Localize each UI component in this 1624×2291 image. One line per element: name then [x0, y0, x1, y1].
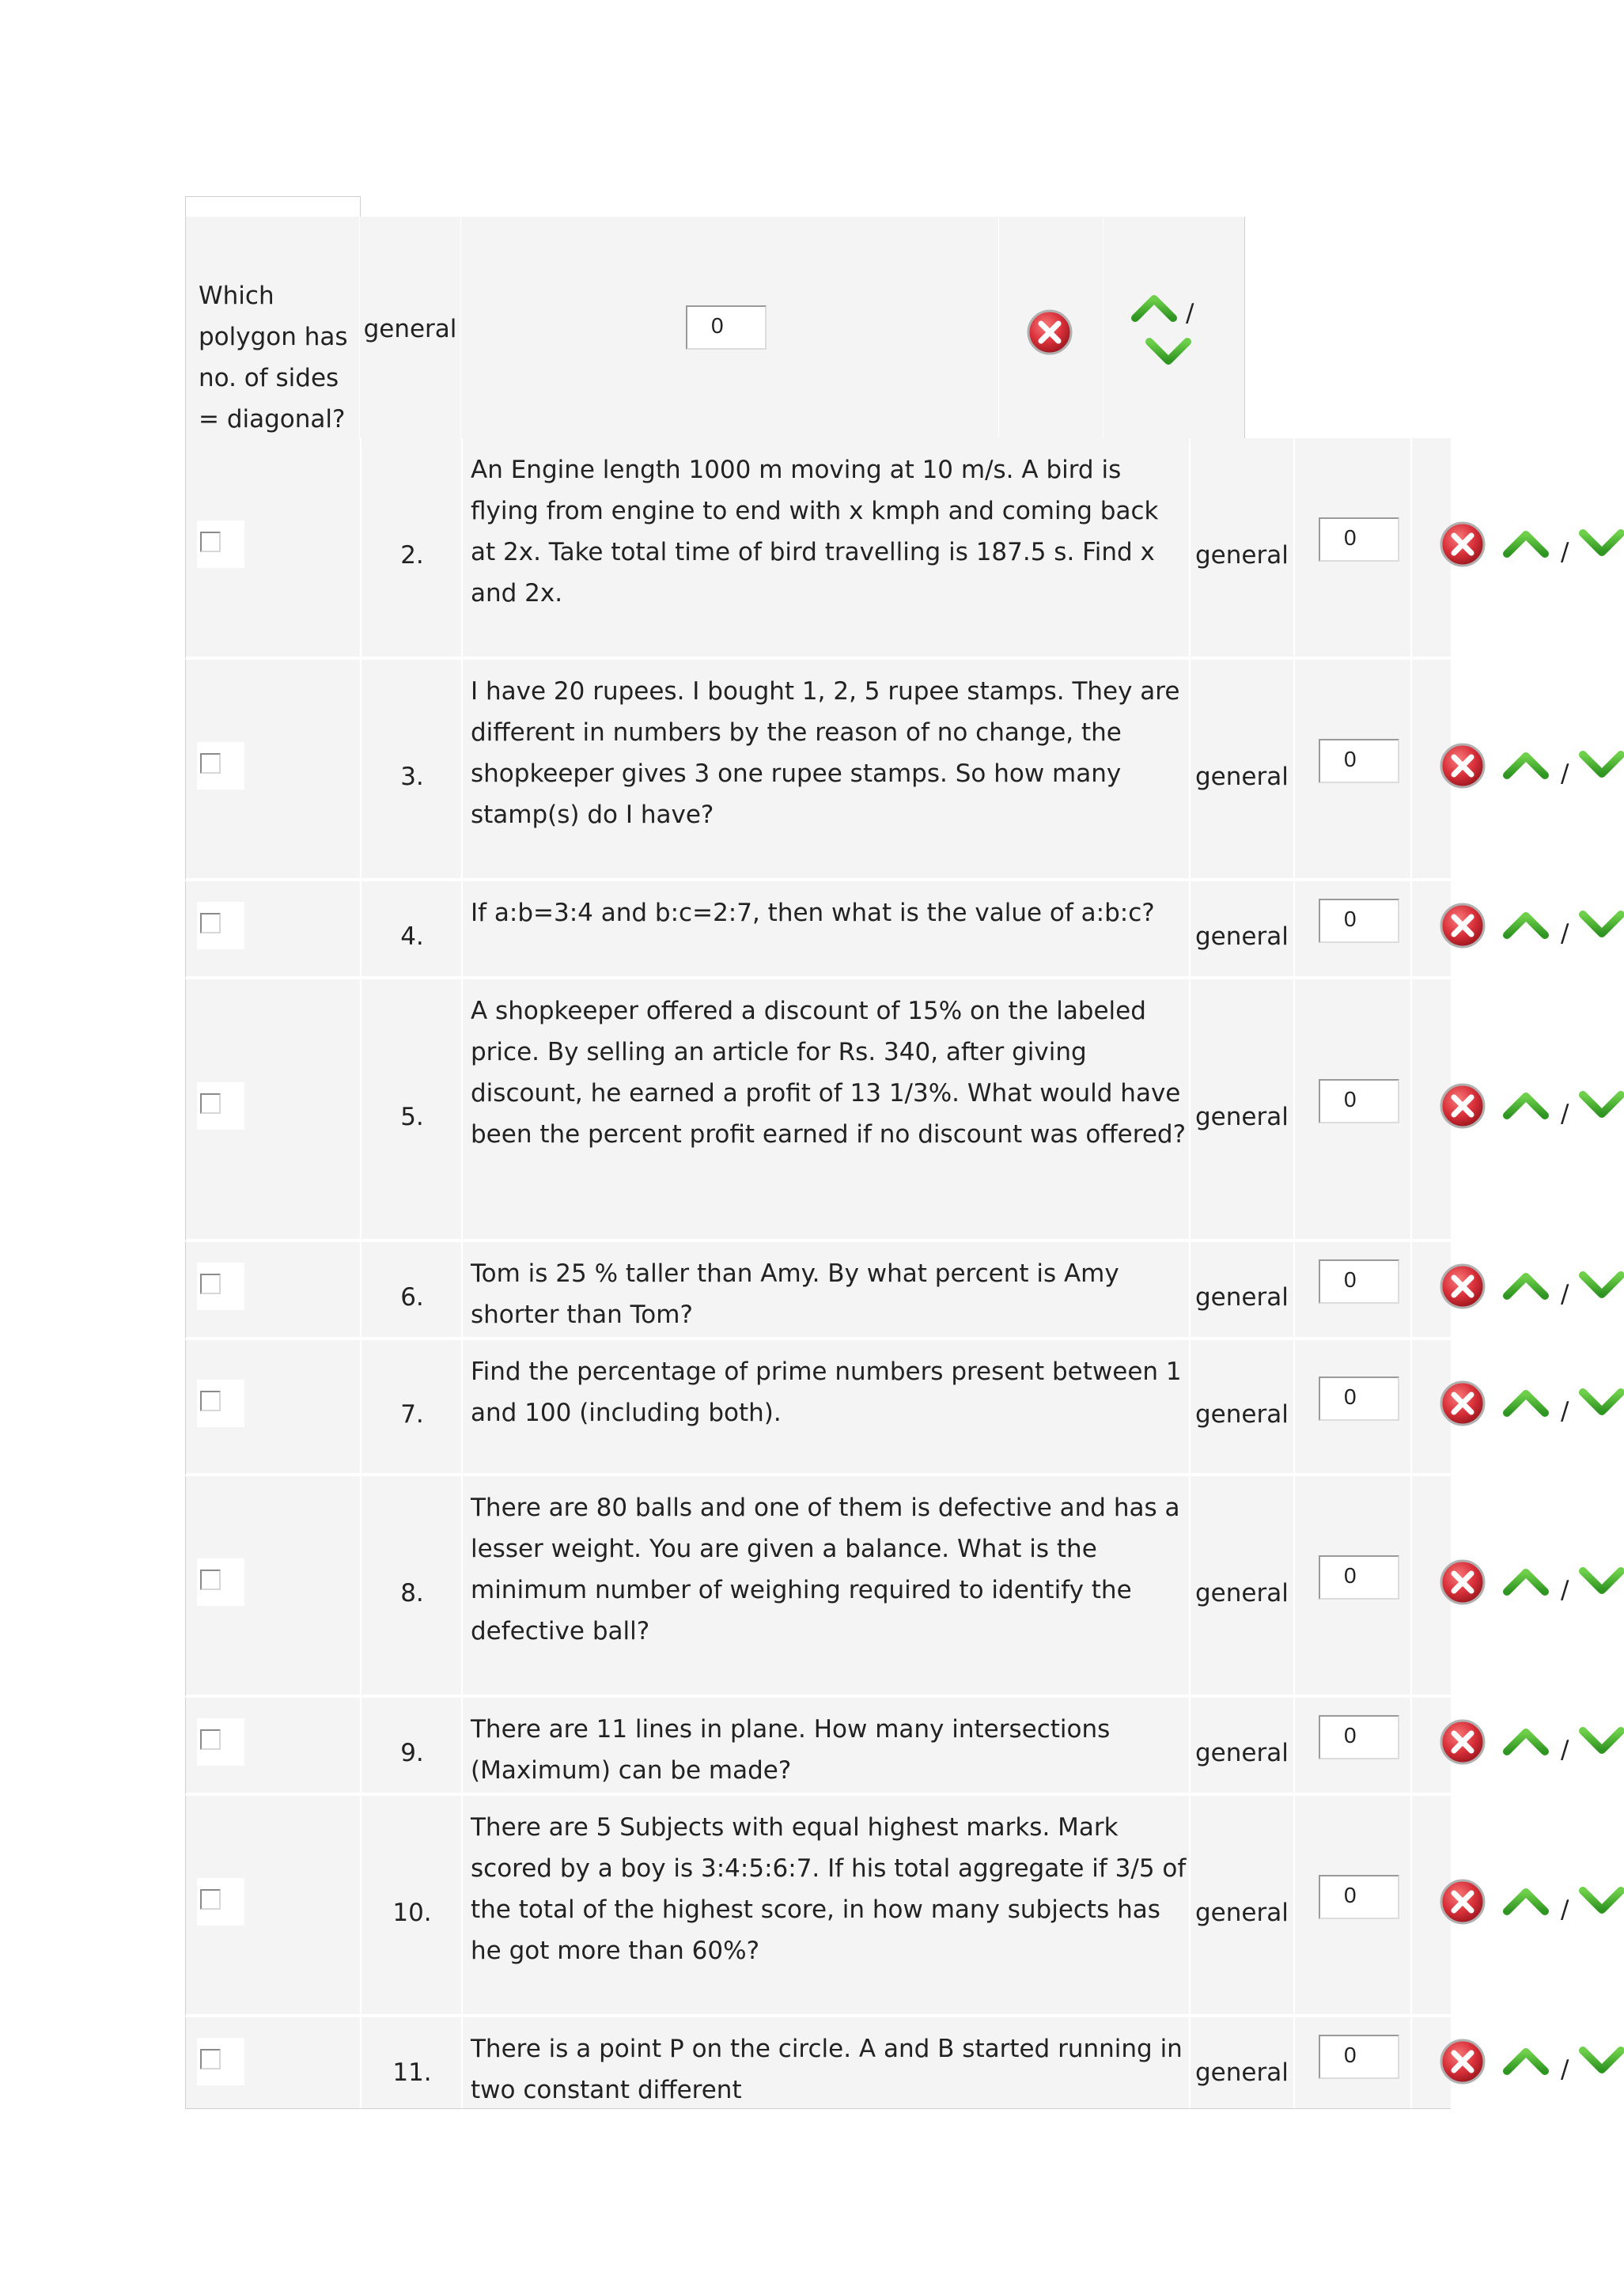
table-row — [185, 438, 1569, 660]
row-select-checkbox[interactable] — [197, 902, 244, 949]
delete-x-icon[interactable] — [1439, 742, 1486, 790]
move-up-icon[interactable] — [1504, 910, 1548, 941]
header-tab — [185, 196, 361, 217]
table-row — [185, 1242, 1569, 1340]
row-select-checkbox[interactable] — [197, 1718, 244, 1766]
category-label: general — [360, 217, 461, 438]
row-select-checkbox[interactable] — [197, 521, 244, 568]
row-select-checkbox[interactable] — [197, 742, 244, 790]
delete-x-icon[interactable] — [1439, 1380, 1486, 1427]
category-label: general — [1195, 922, 1289, 951]
move-up-icon[interactable] — [1132, 293, 1176, 324]
delete-x-icon[interactable] — [1026, 309, 1073, 356]
question-text: A shopkeeper offered a discount of 15% on the labeled price. By selling an article for Rs. 340, after giving discount, he earned a profit of 13 1/3%. What would have been the percent profit earned if no discount was offered? — [471, 997, 1187, 1149]
separator: / — [1561, 759, 1569, 788]
move-up-icon[interactable] — [1504, 528, 1548, 560]
separator: / — [1561, 1100, 1569, 1128]
table-row — [185, 660, 1569, 881]
delete-x-icon[interactable] — [1439, 1878, 1486, 1926]
score-input[interactable]: 0 — [1319, 1875, 1399, 1919]
row-number: 5. — [400, 1103, 424, 1131]
row-select-checkbox[interactable] — [197, 1082, 244, 1130]
question-text: An Engine length 1000 m moving at 10 m/s. A bird is flying from engine to end with x kmph and coming back at 2x. Take total time of bird travelling is 187.5 s. Find x and 2x. — [471, 456, 1159, 608]
score-input[interactable]: 0 — [1319, 1259, 1399, 1304]
question-table — [185, 438, 1569, 2109]
move-up-icon[interactable] — [1504, 1388, 1548, 1419]
question-text: Tom is 25 % taller than Amy. By what percent is Amy shorter than Tom? — [471, 1259, 1119, 1329]
separator: / — [1561, 538, 1569, 566]
move-up-icon[interactable] — [1504, 2046, 1548, 2077]
table-row — [185, 2017, 1569, 2109]
move-down-icon[interactable] — [1580, 1269, 1624, 1301]
move-down-icon[interactable] — [1580, 527, 1624, 559]
move-up-icon[interactable] — [1504, 750, 1548, 782]
row-number: 10. — [392, 1899, 432, 1927]
move-down-icon[interactable] — [1580, 1089, 1624, 1120]
table-row — [185, 1698, 1569, 1796]
move-up-icon[interactable] — [1504, 1090, 1548, 1122]
question-text: If a:b=3:4 and b:c=2:7, then what is the value of a:b:c? — [471, 899, 1155, 927]
move-down-icon[interactable] — [1580, 748, 1624, 780]
category-label: general — [1195, 1103, 1289, 1131]
delete-x-icon[interactable] — [1439, 1718, 1486, 1766]
question-text: There is a point P on the circle. A and B started running in two constant different — [471, 2035, 1183, 2104]
move-up-icon[interactable] — [1504, 1566, 1548, 1598]
row-number: 9. — [400, 1739, 424, 1767]
score-input[interactable]: 0 — [1319, 2035, 1399, 2079]
category-label: general — [1195, 1400, 1289, 1429]
score-input[interactable]: 0 — [1319, 1079, 1399, 1123]
move-down-icon[interactable] — [1580, 1386, 1624, 1418]
category-label: general — [1195, 1283, 1289, 1312]
score-input[interactable]: 0 — [1319, 899, 1399, 943]
row-number: 4. — [400, 922, 424, 951]
category-label: general — [1195, 541, 1289, 570]
move-down-icon[interactable] — [1580, 1725, 1624, 1756]
row-number: 7. — [400, 1400, 424, 1429]
separator: / — [1561, 919, 1569, 948]
separator: / — [1561, 1895, 1569, 1924]
table-row — [185, 1796, 1569, 2017]
question-text: There are 11 lines in plane. How many intersections (Maximum) can be made? — [471, 1715, 1111, 1785]
move-up-icon[interactable] — [1504, 1886, 1548, 1918]
question-text: There are 5 Subjects with equal highest marks. Mark scored by a boy is 3:4:5:6:7. If his total aggregate if 3/5 of the total of the highest score, in how many subjects has he got more than 60%? — [471, 1813, 1187, 1965]
row-select-checkbox[interactable] — [197, 1558, 244, 1606]
move-down-icon[interactable] — [1580, 1884, 1624, 1916]
move-up-icon[interactable] — [1504, 1270, 1548, 1302]
table-row — [185, 979, 1569, 1242]
row-number: 6. — [400, 1283, 424, 1312]
separator: / — [1561, 2055, 1569, 2084]
score-input[interactable]: 0 — [1319, 739, 1399, 783]
table-row — [185, 1340, 1569, 1476]
category-label: general — [1195, 763, 1289, 791]
delete-x-icon[interactable] — [1439, 1558, 1486, 1606]
category-label: general — [1195, 1739, 1289, 1767]
table-row — [185, 881, 1569, 979]
category-label: general — [1195, 2058, 1289, 2087]
question-text: I have 20 rupees. I bought 1, 2, 5 rupee stamps. They are different in numbers by the reason of no change, the shopkeeper gives 3 one rupee stamps. So how many stamp(s) do I have? — [471, 677, 1180, 829]
delete-x-icon[interactable] — [1439, 521, 1486, 568]
table-row — [185, 1476, 1569, 1698]
separator: / — [1561, 1280, 1569, 1308]
row-select-checkbox[interactable] — [197, 2038, 244, 2085]
move-down-icon[interactable] — [1146, 335, 1191, 367]
move-down-icon[interactable] — [1580, 1565, 1624, 1596]
question-text: There are 80 balls and one of them is defective and has a lesser weight. You are given a balance. What is the minimum number of weighing required to identify the defective ball? — [471, 1494, 1180, 1645]
score-input[interactable]: 0 — [686, 305, 767, 350]
score-input[interactable]: 0 — [1319, 517, 1399, 562]
row-select-checkbox[interactable] — [197, 1263, 244, 1310]
delete-x-icon[interactable] — [1439, 1263, 1486, 1310]
row-number: 3. — [400, 763, 424, 791]
delete-x-icon[interactable] — [1439, 2038, 1486, 2085]
row-number: 8. — [400, 1579, 424, 1607]
score-input[interactable]: 0 — [1319, 1376, 1399, 1421]
separator: / — [1561, 1397, 1569, 1426]
category-label: general — [1195, 1579, 1289, 1607]
row-select-checkbox[interactable] — [197, 1380, 244, 1427]
score-input[interactable]: 0 — [1319, 1555, 1399, 1600]
category-label: general — [1195, 1899, 1289, 1927]
row-number: 2. — [400, 541, 424, 570]
question-text: Find the percentage of prime numbers present between 1 and 100 (including both). — [471, 1358, 1182, 1427]
move-up-icon[interactable] — [1504, 1726, 1548, 1758]
row-select-checkbox[interactable] — [197, 1878, 244, 1926]
separator: / — [1561, 1736, 1569, 1764]
question-row-partial — [185, 217, 1245, 438]
delete-x-icon[interactable] — [1439, 902, 1486, 949]
row-number: 11. — [392, 2058, 432, 2087]
separator: / — [1561, 1576, 1569, 1604]
separator: / — [1186, 299, 1194, 328]
move-down-icon[interactable] — [1580, 2044, 1624, 2076]
move-down-icon[interactable] — [1580, 908, 1624, 940]
question-text: Which polygon has no. of sides = diagonal? — [186, 217, 360, 438]
delete-x-icon[interactable] — [1439, 1082, 1486, 1130]
score-input[interactable]: 0 — [1319, 1715, 1399, 1759]
